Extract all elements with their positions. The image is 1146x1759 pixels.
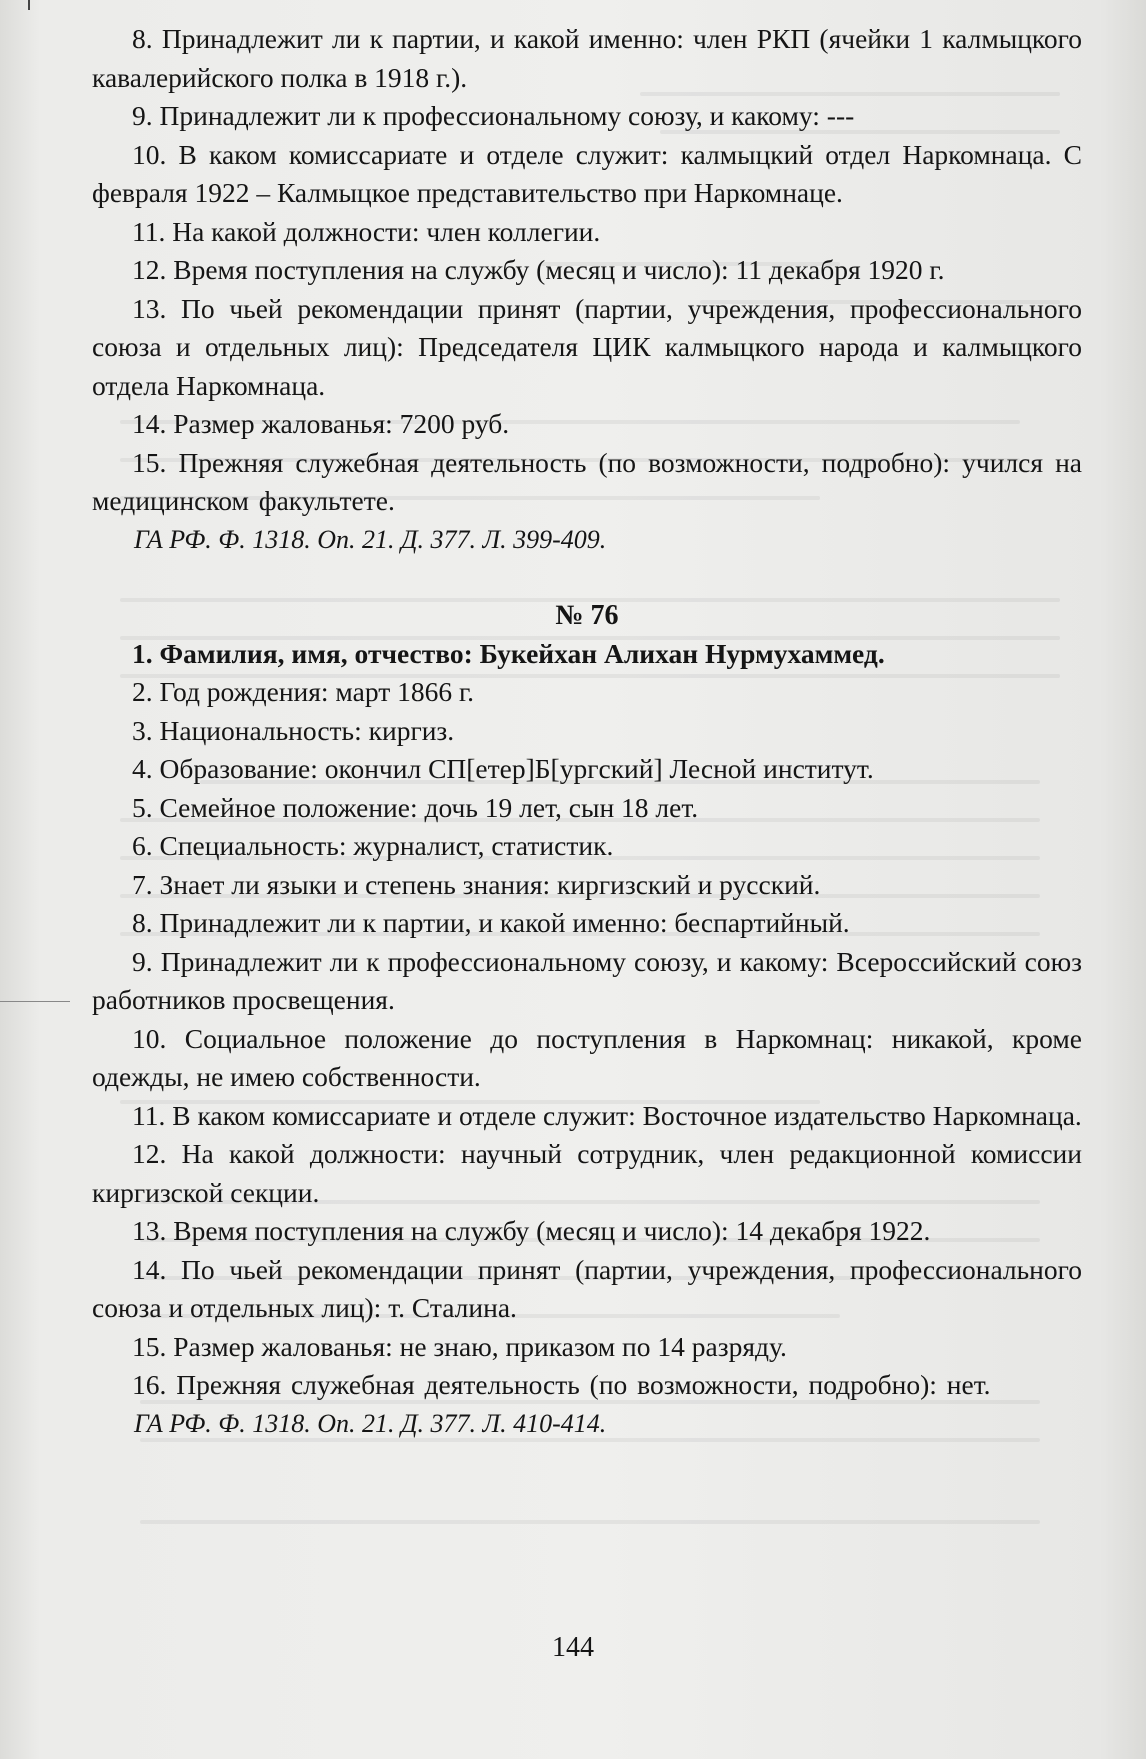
record-item: 10. Социальное положение до поступления в Наркомнац: никакой, кроме одежды, не имею собственности. [92, 1022, 1082, 1092]
record-item: 8. Принадлежит ли к партии, и какой именно: беспартийный. [132, 907, 850, 938]
record-item: 9. Принадлежит ли к профессиональному союзу, и какому: Всероссийский союз работников просвещения. [92, 945, 1082, 1015]
continued-item: 11. На какой должности: член коллегии. [132, 215, 601, 247]
archive-source-citation: ГА РФ. Ф. 1318. Оп. 21. Д. 377. Л. 410-414. [134, 1408, 607, 1438]
continued-item: 9. Принадлежит ли к профессиональному союзу, и какому: --- [132, 100, 855, 131]
record-item: 2. Год рождения: март 1866 г. [132, 676, 475, 707]
continued-item: 8. Принадлежит ли к партии, и какой именно: член РКП (ячейки 1 калмыцкого кавалерийского полка в 1918 г.). [92, 23, 1082, 93]
page-text [92, 20, 1082, 1443]
record-item: 6. Специальность: журналист, статистик. [132, 830, 614, 861]
record-item: 14. По чьей рекомендации принят (партии, учреждения, профессионального союза и отдельных лиц): т. Сталина. [92, 1253, 1082, 1323]
record-item: 16. Прежняя служебная деятельность (по возможности, подробно): нет. [132, 1369, 991, 1400]
continued-item: 13. По чьей рекомендации принят (партии, учреждения, профессионального союза и отдельных лиц): Председателя ЦИК калмыцкого народа и калмыцкого отдела Наркомнаца. [92, 292, 1082, 401]
scan-fold-line [0, 1001, 70, 1002]
scan-tick-mark [28, 0, 30, 10]
record-item-name: 1. Фамилия, имя, отчество: Букейхан Алихан Нурмухаммед. [132, 637, 885, 669]
record-item: 7. Знает ли языки и степень знания: киргизский и русский. [132, 868, 821, 900]
record-item: 5. Семейное положение: дочь 19 лет, сын 18 лет. [132, 791, 699, 823]
record-item: 11. В каком комиссариате и отделе служит: Восточное издательство Наркомнаца. [132, 1099, 1082, 1131]
record-item: 3. Национальность: киргиз. [132, 714, 455, 746]
record-item: 13. Время поступления на службу (месяц и число): 14 декабря 1922. [132, 1215, 931, 1246]
record-item: 12. На какой должности: научный сотрудник, член редакционной комиссии киргизской секции. [92, 1138, 1082, 1208]
record-item: 15. Размер жалованья: не знаю, приказом по 14 разряду. [132, 1330, 787, 1362]
continued-item: 15. Прежняя служебная деятельность (по возможности, подробно): учился на медицинском факультете. [92, 446, 1082, 516]
document-number-heading: № 76 [555, 599, 619, 631]
continued-item: 14. Размер жалованья: 7200 руб. [132, 408, 510, 439]
record-item: 4. Образование: окончил СП[етер]Б[ургский] Лесной институт. [132, 753, 874, 784]
continued-item: 10. В каком комиссариате и отделе служит: калмыцкий отдел Наркомнаца. С февраля 1922 – Калмыцкое представительство при Наркомнаце. [92, 138, 1082, 208]
archive-source-citation: ГА РФ. Ф. 1318. Оп. 21. Д. 377. Л. 399-409. [134, 524, 607, 554]
page-number: 144 [552, 1632, 594, 1663]
continued-item: 12. Время поступления на службу (месяц и число): 11 декабря 1920 г. [132, 254, 945, 285]
